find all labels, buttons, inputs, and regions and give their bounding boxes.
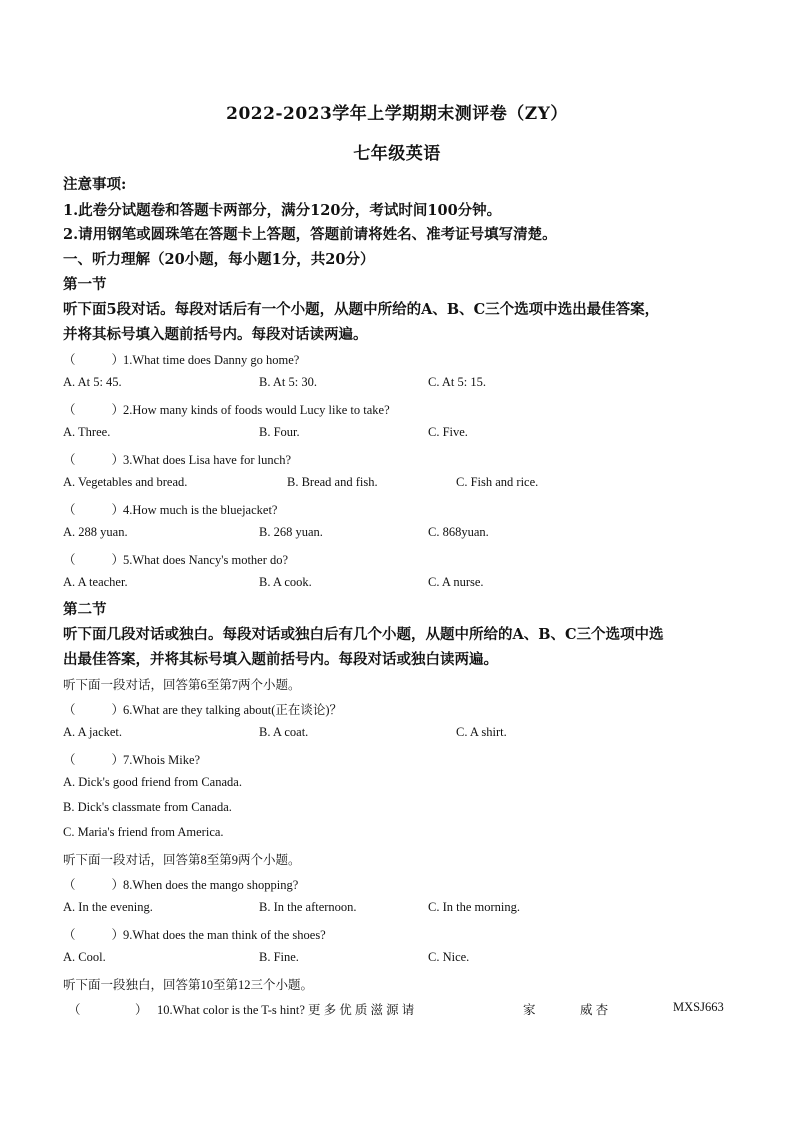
- q8-option-b: B. In the afternoon.: [259, 900, 357, 914]
- q4-option-a: A. 288 yuan.: [63, 525, 128, 539]
- q9-option-c: C. Nice.: [428, 950, 470, 964]
- q7-option-c: C. Maria's friend from America.: [63, 825, 224, 839]
- q10-bracket-left[interactable]: （: [68, 1003, 81, 1017]
- section2-heading: 第二节: [63, 601, 107, 618]
- watermark-fragment-2: 威 杏: [580, 1003, 609, 1017]
- q3-option-a: A. Vegetables and bread.: [63, 475, 188, 489]
- answer-bracket[interactable]: （ ）: [63, 503, 125, 517]
- question-7: （ ）7.Whois Mike?: [63, 750, 200, 768]
- q4-option-c: C. 868yuan.: [428, 525, 489, 539]
- section2-instructions-line2: 出最佳答案，并将其标号填入题前括号内。每段对话或独白读两遍。: [63, 651, 498, 668]
- watermark-code: MXSJ663: [673, 1000, 724, 1014]
- section1-heading: 第一节: [63, 276, 107, 293]
- q3-option-c: C. Fish and rice.: [456, 475, 539, 489]
- question-5: （ ）5.What does Nancy's mother do?: [63, 550, 288, 568]
- answer-bracket[interactable]: （ ）: [63, 753, 125, 767]
- answer-bracket[interactable]: （ ）: [63, 878, 125, 892]
- answer-bracket[interactable]: （ ）: [63, 553, 125, 567]
- dialog1-intro: 听下面一段对话，回答第6至第7两个小题。: [63, 678, 301, 692]
- section1-instructions-line2: 并将其标号填入题前括号内。每段对话读两遍。: [63, 326, 368, 343]
- page-subtitle: 七年级英语: [353, 144, 441, 164]
- answer-bracket[interactable]: （ ）: [63, 928, 125, 942]
- q3-option-b: B. Bread and fish.: [287, 475, 378, 489]
- question-2: （ ）2.How many kinds of foods would Lucy like to take?: [63, 400, 390, 418]
- section1-instructions-line1: 听下面5段对话。每段对话后有一个小题，从题中所给的A、B、C三个选项中选出最佳答案，: [63, 301, 660, 318]
- q6-option-a: A. A jacket.: [63, 725, 123, 739]
- q9-option-a: A. Cool.: [63, 950, 106, 964]
- notice-heading: 注意事项:: [63, 176, 127, 193]
- monologue-intro: 听下面一段独白，回答第10至第12三个小题。: [63, 978, 314, 992]
- question-4: （ ）4.How much is the bluejacket?: [63, 500, 277, 518]
- q8-option-a: A. In the evening.: [63, 900, 153, 914]
- notice-item-1: 1.此卷分试题卷和答题卡两部分，满分120分，考试时间100分钟。: [63, 202, 502, 219]
- question-9: （ ）9.What does the man think of the shoes?: [63, 925, 326, 943]
- q10-bracket-right[interactable]: ）: [135, 1003, 148, 1017]
- dialog2-intro: 听下面一段对话，回答第8至第9两个小题。: [63, 853, 301, 867]
- q9-option-b: B. Fine.: [259, 950, 299, 964]
- answer-bracket[interactable]: （ ）: [63, 353, 125, 367]
- answer-bracket[interactable]: （ ）: [63, 703, 125, 717]
- watermark-fragment-1: 家: [523, 1003, 536, 1017]
- q6-option-c: C. A shirt.: [456, 725, 507, 739]
- question-3: （ ）3.What does Lisa have for lunch?: [63, 450, 291, 468]
- q1-option-b: B. At 5: 30.: [259, 375, 317, 389]
- q5-option-b: B. A cook.: [259, 575, 312, 589]
- q2-option-c: C. Five.: [428, 425, 468, 439]
- answer-bracket[interactable]: （ ）: [63, 403, 125, 417]
- q6-option-b: B. A coat.: [259, 725, 309, 739]
- question-10: 10.What color is the T-s hint? 更 多 优 质 滋 源 请: [157, 1003, 415, 1017]
- question-1: （ ）1.What time does Danny go home?: [63, 350, 299, 368]
- q7-option-b: B. Dick's classmate from Canada.: [63, 800, 232, 814]
- q1-option-c: C. At 5: 15.: [428, 375, 486, 389]
- q1-option-a: A. At 5: 45.: [63, 375, 122, 389]
- q2-option-a: A. Three.: [63, 425, 111, 439]
- page-title: 2022-2023学年上学期期末测评卷（ZY）: [226, 104, 568, 124]
- question-8: （ ）8.When does the mango shopping?: [63, 875, 298, 893]
- q7-option-a: A. Dick's good friend from Canada.: [63, 775, 242, 789]
- section2-instructions-line1: 听下面几段对话或独白。每段对话或独白后有几个小题，从题中所给的A、B、C三个选项中选: [63, 626, 664, 643]
- q5-option-a: A. A teacher.: [63, 575, 128, 589]
- q4-option-b: B. 268 yuan.: [259, 525, 323, 539]
- notice-item-2: 2.请用钢笔或圆珠笔在答题卡上答题，答题前请将姓名、准考证号填写清楚。: [63, 226, 557, 243]
- answer-bracket[interactable]: （ ）: [63, 453, 125, 467]
- part1-heading: 一、听力理解（20小题，每小题1分，共20分）: [63, 251, 375, 268]
- q2-option-b: B. Four.: [259, 425, 300, 439]
- question-6: （ ）6.What are they talking about(正在谈论)？: [63, 700, 342, 718]
- q8-option-c: C. In the morning.: [428, 900, 521, 914]
- q5-option-c: C. A nurse.: [428, 575, 484, 589]
